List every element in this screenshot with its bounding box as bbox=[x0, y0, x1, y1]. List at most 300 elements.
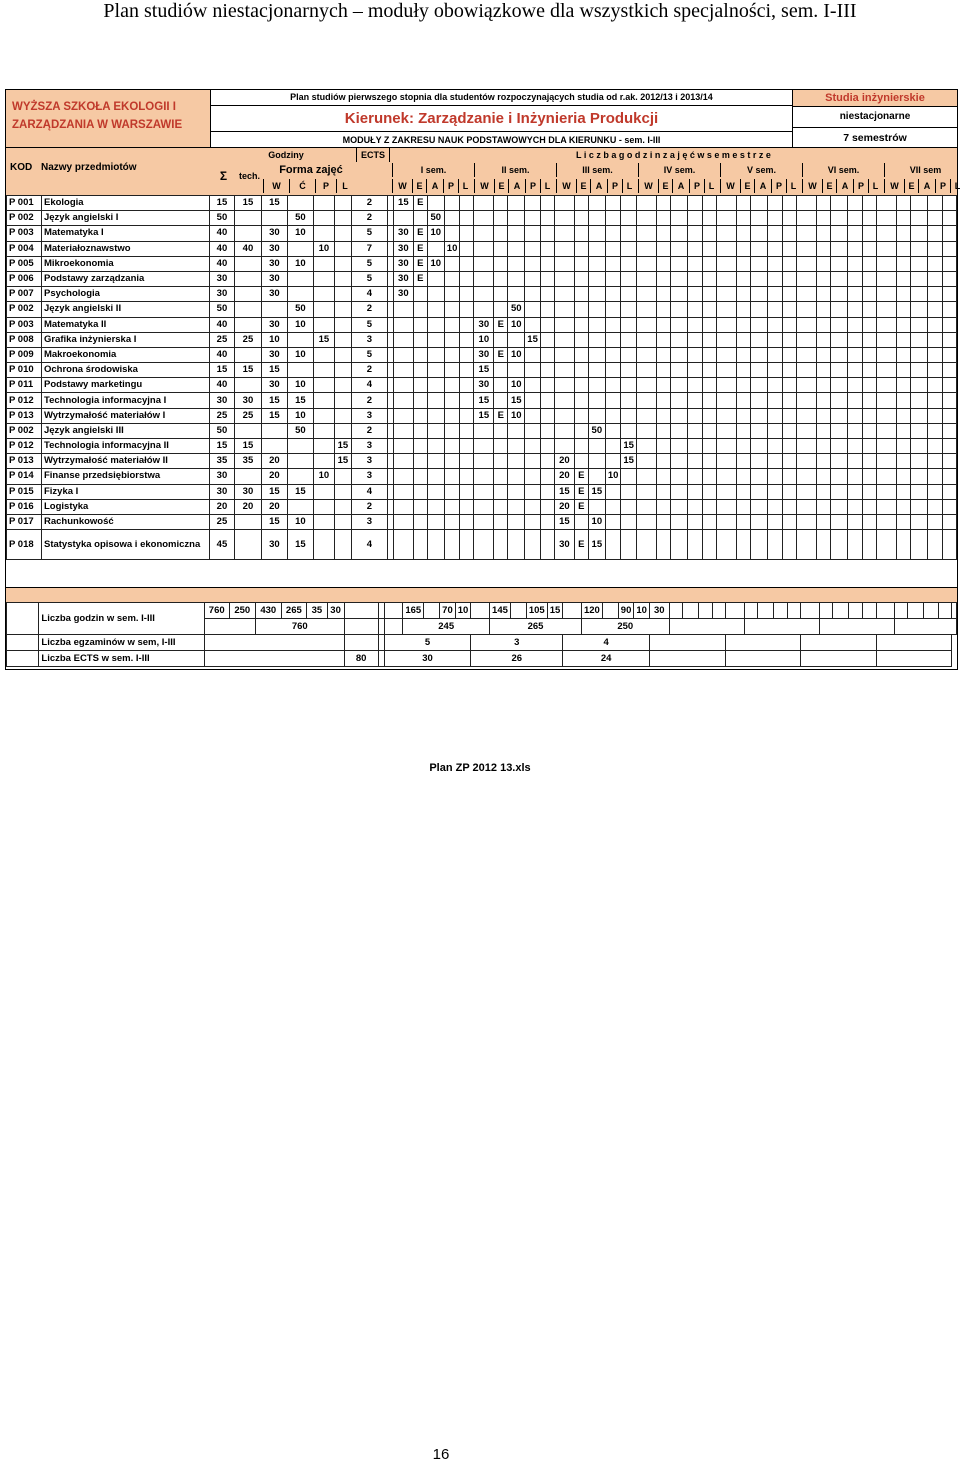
sem-1-cell bbox=[460, 332, 474, 347]
sem-1-cell bbox=[460, 196, 474, 211]
subject-code: P 007 bbox=[7, 287, 42, 302]
sem-empty-cell bbox=[736, 484, 750, 499]
hours-p bbox=[313, 393, 334, 408]
sem-empty-cell bbox=[847, 287, 862, 302]
semester-count: 7 semestrów bbox=[843, 132, 907, 144]
sem-empty-cell bbox=[876, 241, 896, 256]
sem-1-cell bbox=[427, 287, 444, 302]
sem-2-cell bbox=[494, 302, 508, 317]
ects-value: 3 bbox=[351, 514, 387, 529]
sem-empty-cell bbox=[876, 514, 896, 529]
sem-empty-cell bbox=[636, 287, 656, 302]
sem-empty-cell bbox=[782, 241, 796, 256]
sem-2-cell bbox=[494, 484, 508, 499]
sem-2-cell bbox=[525, 317, 541, 332]
hours-l bbox=[334, 271, 351, 286]
hours-p bbox=[313, 317, 334, 332]
separator-band bbox=[6, 587, 957, 603]
sem-2-cell: 30 bbox=[474, 347, 494, 362]
sem-1-cell bbox=[444, 514, 460, 529]
sem-empty-cell bbox=[830, 423, 847, 438]
sem-empty-cell bbox=[910, 363, 927, 378]
table-row bbox=[7, 347, 957, 362]
sem-empty-cell bbox=[750, 454, 767, 469]
sem-empty-cell bbox=[767, 256, 782, 271]
hours-p bbox=[313, 378, 334, 393]
sem-empty-cell bbox=[736, 347, 750, 362]
hours-p bbox=[313, 423, 334, 438]
sem-3-cell bbox=[605, 499, 621, 514]
hours-sum: 50 bbox=[209, 423, 234, 438]
sem-empty-cell bbox=[656, 332, 670, 347]
sem-empty-cell bbox=[726, 651, 801, 667]
sem-1-cell bbox=[460, 423, 474, 438]
sem-empty-cell bbox=[796, 287, 816, 302]
sem-empty-cell bbox=[816, 226, 830, 241]
sem-empty-cell bbox=[833, 603, 849, 619]
sem-3-cell bbox=[554, 317, 574, 332]
sem-empty-cell bbox=[847, 363, 862, 378]
sem-empty-cell bbox=[927, 484, 942, 499]
hours-p bbox=[313, 271, 334, 286]
sem-empty-cell bbox=[726, 603, 745, 619]
study-info bbox=[793, 90, 957, 148]
sem-empty-cell bbox=[796, 302, 816, 317]
sem-empty-cell bbox=[670, 196, 687, 211]
sem-empty-cell bbox=[847, 393, 862, 408]
sem-2-cell bbox=[508, 439, 525, 454]
hours-sum: 40 bbox=[209, 226, 234, 241]
sem-2-cell bbox=[525, 256, 541, 271]
sem-empty-cell bbox=[927, 302, 942, 317]
summary-sem-2-hours bbox=[563, 603, 582, 619]
sem-empty-cell bbox=[862, 454, 876, 469]
sem-2-cell bbox=[474, 211, 494, 226]
sem-2-cell: 10 bbox=[508, 408, 525, 423]
sem-3-cell: 15 bbox=[621, 439, 637, 454]
subject-name: Finanse przedsiębiorstwa bbox=[41, 469, 209, 484]
sem-2-cell bbox=[474, 241, 494, 256]
sem-empty-cell bbox=[750, 271, 767, 286]
sem-empty-cell bbox=[816, 439, 830, 454]
sem-empty-cell bbox=[716, 423, 736, 438]
col-sem-7-w: W bbox=[884, 179, 904, 193]
hours-tech bbox=[234, 530, 261, 560]
sem-3-cell bbox=[554, 271, 574, 286]
summary-sem-3-hours bbox=[602, 603, 618, 619]
sem-empty-cell bbox=[736, 530, 750, 560]
col-forma-w: W bbox=[263, 179, 289, 193]
sem-empty-cell bbox=[636, 241, 656, 256]
table-row bbox=[7, 271, 957, 286]
sem-3-cell bbox=[554, 408, 574, 423]
sem-empty-cell bbox=[782, 287, 796, 302]
subject-code: P 003 bbox=[7, 226, 42, 241]
sem-3-cell bbox=[621, 317, 637, 332]
sem-2-cell bbox=[525, 196, 541, 211]
sem-empty-cell bbox=[670, 363, 687, 378]
sem-1-cell bbox=[413, 393, 427, 408]
sem-3-cell bbox=[574, 347, 588, 362]
sem-1-cell bbox=[427, 317, 444, 332]
col-sem-6-w: W bbox=[802, 179, 822, 193]
sem-empty-cell bbox=[687, 347, 702, 362]
sem-empty-cell bbox=[687, 499, 702, 514]
sem-1-cell bbox=[413, 211, 427, 226]
sem-2-cell bbox=[525, 423, 541, 438]
sem-2-cell bbox=[494, 499, 508, 514]
sem-empty-cell bbox=[736, 499, 750, 514]
sem-2-cell: 30 bbox=[474, 317, 494, 332]
sem-1-cell: 10 bbox=[444, 241, 460, 256]
summary-sem-2-hours: 15 bbox=[547, 603, 563, 619]
sem-empty-cell bbox=[716, 317, 736, 332]
sem-1-cell bbox=[460, 530, 474, 560]
hours-p bbox=[313, 211, 334, 226]
hours-tech: 25 bbox=[234, 332, 261, 347]
sem-2-cell bbox=[540, 347, 554, 362]
sem-empty-cell bbox=[942, 514, 956, 529]
sem-empty-cell bbox=[927, 499, 942, 514]
sem-empty-cell bbox=[736, 423, 750, 438]
sem-empty-cell bbox=[896, 408, 910, 423]
table-row bbox=[7, 378, 957, 393]
sem-empty-cell bbox=[636, 256, 656, 271]
sem-empty-cell bbox=[702, 484, 716, 499]
sem-empty-cell bbox=[682, 603, 698, 619]
sem-1-cell bbox=[413, 423, 427, 438]
sem-3-cell bbox=[574, 439, 588, 454]
sem-1-cell bbox=[393, 363, 413, 378]
sem-empty-cell bbox=[816, 423, 830, 438]
sem-empty-cell bbox=[750, 484, 767, 499]
sem-empty-cell bbox=[876, 256, 896, 271]
ects-total: 80 bbox=[344, 651, 378, 667]
hours-w: 20 bbox=[261, 499, 287, 514]
sem-empty-cell bbox=[876, 302, 896, 317]
sem-empty-cell bbox=[669, 603, 682, 619]
sem-empty-cell bbox=[670, 226, 687, 241]
hours-c: 50 bbox=[287, 423, 313, 438]
sem-3-cell bbox=[574, 211, 588, 226]
sem-empty-cell bbox=[636, 211, 656, 226]
sem-empty-cell bbox=[796, 408, 816, 423]
ects-value: 3 bbox=[351, 408, 387, 423]
subject-name: Wytrzymałość materiałów I bbox=[41, 408, 209, 423]
sem-2-cell bbox=[474, 499, 494, 514]
sem-empty-cell bbox=[910, 378, 927, 393]
hours-p bbox=[313, 439, 334, 454]
sem-3-cell: 15 bbox=[554, 484, 574, 499]
col-sem-1-p: P bbox=[443, 179, 458, 193]
sem-empty-cell bbox=[796, 378, 816, 393]
sem-3-cell bbox=[588, 363, 605, 378]
sem-empty-cell bbox=[782, 378, 796, 393]
sem-2-cell bbox=[494, 393, 508, 408]
sem-3-cell: E bbox=[574, 484, 588, 499]
sem-empty-cell bbox=[767, 454, 782, 469]
sem-empty-cell bbox=[670, 514, 687, 529]
subject-code: P 015 bbox=[7, 484, 42, 499]
sem-empty-cell bbox=[942, 211, 956, 226]
col-sigma: Σ bbox=[219, 169, 228, 183]
summary-sem-3-hours: 30 bbox=[649, 603, 669, 619]
sem-empty-cell bbox=[862, 302, 876, 317]
sem-empty-cell bbox=[636, 317, 656, 332]
hours-l bbox=[334, 530, 351, 560]
sem-3-cell bbox=[574, 271, 588, 286]
subject-name: Ekologia bbox=[41, 196, 209, 211]
sem-empty-cell bbox=[927, 287, 942, 302]
sem-empty-cell bbox=[656, 317, 670, 332]
sem-2-cell bbox=[494, 226, 508, 241]
sem-3-cell bbox=[621, 469, 637, 484]
sem-empty-cell bbox=[910, 408, 927, 423]
sem-empty-cell bbox=[687, 530, 702, 560]
col-sem-5-a: A bbox=[754, 179, 771, 193]
hours-tech bbox=[234, 271, 261, 286]
sem-empty-cell bbox=[687, 332, 702, 347]
sem-empty-cell bbox=[687, 226, 702, 241]
sem-3-cell bbox=[605, 423, 621, 438]
sem-empty-cell bbox=[830, 302, 847, 317]
sem-empty-cell bbox=[656, 256, 670, 271]
sem-1-cell bbox=[444, 347, 460, 362]
sem-empty-cell bbox=[816, 378, 830, 393]
sem-2-cell bbox=[508, 241, 525, 256]
sem-empty-cell bbox=[876, 287, 896, 302]
sem-1-cell bbox=[427, 499, 444, 514]
col-sem-5: V sem. bbox=[720, 163, 802, 177]
sem-empty-cell bbox=[896, 302, 910, 317]
summary-sem-2-hours: 105 bbox=[526, 603, 547, 619]
sem-3-cell bbox=[605, 363, 621, 378]
subject-name: Język angielski II bbox=[41, 302, 209, 317]
sem-1-cell bbox=[444, 332, 460, 347]
hours-sum: 30 bbox=[209, 393, 234, 408]
sem-3-cell bbox=[605, 256, 621, 271]
hours-sum: 25 bbox=[209, 514, 234, 529]
hours-l: 15 bbox=[334, 439, 351, 454]
sem-empty-cell bbox=[927, 363, 942, 378]
sem-empty-cell bbox=[847, 514, 862, 529]
sem-1-cell bbox=[393, 469, 413, 484]
sem-2-cell bbox=[525, 530, 541, 560]
sem-empty-cell bbox=[767, 347, 782, 362]
sem-empty-cell bbox=[847, 499, 862, 514]
sem-2-cell bbox=[540, 530, 554, 560]
sem-3-cell bbox=[588, 211, 605, 226]
sem-empty-cell bbox=[830, 454, 847, 469]
sem-1-cell bbox=[393, 393, 413, 408]
sem-empty-cell bbox=[830, 378, 847, 393]
sem-empty-cell bbox=[636, 484, 656, 499]
sem-2-cell bbox=[474, 514, 494, 529]
hours-p bbox=[313, 302, 334, 317]
sem-1-cell bbox=[393, 499, 413, 514]
sem-2-cell: 10 bbox=[508, 347, 525, 362]
sem-2-cell bbox=[540, 454, 554, 469]
sem-empty-cell bbox=[927, 256, 942, 271]
sem-empty-cell bbox=[750, 378, 767, 393]
sem-1-cell bbox=[444, 226, 460, 241]
hours-sum: 50 bbox=[209, 302, 234, 317]
sem-1-cell bbox=[427, 439, 444, 454]
sem-empty-cell bbox=[927, 241, 942, 256]
sem-2-cell bbox=[540, 211, 554, 226]
ects-value: 3 bbox=[351, 332, 387, 347]
sem-empty-cell bbox=[862, 287, 876, 302]
sem-empty-cell bbox=[702, 332, 716, 347]
sem-empty-cell bbox=[656, 454, 670, 469]
sem-2-cell bbox=[525, 241, 541, 256]
col-sem-3-a: A bbox=[590, 179, 607, 193]
sem-2-cell bbox=[494, 271, 508, 286]
sem-3-cell bbox=[554, 287, 574, 302]
sem-empty-cell bbox=[782, 484, 796, 499]
hours-w: 15 bbox=[261, 363, 287, 378]
sem-empty-cell bbox=[736, 514, 750, 529]
page-title: Plan studiów niestacjonarnych – moduły obowiązkowe dla wszystkich specjalności, sem. I-III bbox=[103, 0, 857, 22]
sem-2-cell bbox=[525, 378, 541, 393]
subject-name: Makroekonomia bbox=[41, 347, 209, 362]
hours-sum: 30 bbox=[209, 469, 234, 484]
sem-empty-cell bbox=[670, 469, 687, 484]
col-sem-4-a: A bbox=[672, 179, 689, 193]
sem-empty-cell bbox=[716, 499, 736, 514]
subject-code: P 002 bbox=[7, 302, 42, 317]
sem-empty-cell bbox=[736, 454, 750, 469]
sem-empty-cell bbox=[656, 469, 670, 484]
col-sem-4: IV sem. bbox=[638, 163, 720, 177]
sem-empty-cell bbox=[796, 439, 816, 454]
sem-empty-cell bbox=[796, 393, 816, 408]
sem-2-cell bbox=[474, 530, 494, 560]
sem-1-cell bbox=[444, 484, 460, 499]
sem-empty-cell bbox=[687, 317, 702, 332]
sem-empty-cell bbox=[656, 378, 670, 393]
sem-3-cell bbox=[605, 439, 621, 454]
summary-spacer bbox=[7, 651, 39, 667]
sem-1-cell bbox=[413, 287, 427, 302]
summary-sem-1-hours: 10 bbox=[455, 603, 471, 619]
sem-empty-cell bbox=[796, 454, 816, 469]
sem-2-cell bbox=[525, 211, 541, 226]
sem-empty-cell bbox=[816, 530, 830, 560]
sem-2-cell bbox=[540, 287, 554, 302]
sem-empty-cell bbox=[942, 378, 956, 393]
sem-2-cell bbox=[494, 363, 508, 378]
sem-1-cell bbox=[427, 530, 444, 560]
exams-sem-3: 4 bbox=[563, 635, 650, 651]
sem-empty-cell bbox=[876, 484, 896, 499]
sem-empty-cell bbox=[896, 378, 910, 393]
sem-empty-cell bbox=[750, 439, 767, 454]
ects-value: 2 bbox=[351, 393, 387, 408]
sem-1-cell bbox=[460, 256, 474, 271]
summary-spacer bbox=[7, 603, 39, 635]
table-row bbox=[7, 256, 957, 271]
sem-empty-cell bbox=[702, 226, 716, 241]
sem-3-cell: 15 bbox=[588, 530, 605, 560]
summary-hours-c: 265 bbox=[281, 603, 307, 619]
sem-1-cell bbox=[427, 393, 444, 408]
hours-c: 10 bbox=[287, 226, 313, 241]
sem-empty-cell bbox=[942, 499, 956, 514]
sem-2-cell bbox=[508, 271, 525, 286]
sem-empty-cell bbox=[767, 499, 782, 514]
sem-2-cell bbox=[540, 271, 554, 286]
sem-empty-cell bbox=[862, 499, 876, 514]
ects-value: 3 bbox=[351, 454, 387, 469]
ects-value: 2 bbox=[351, 423, 387, 438]
sem-empty-cell bbox=[750, 287, 767, 302]
sem-empty-cell bbox=[702, 363, 716, 378]
sem-empty-cell bbox=[942, 469, 956, 484]
sem-1-cell bbox=[460, 469, 474, 484]
sem-1-cell bbox=[413, 514, 427, 529]
sem-1-cell bbox=[460, 454, 474, 469]
sem-empty-cell bbox=[712, 603, 725, 619]
sem-2-cell bbox=[474, 484, 494, 499]
col-sem-1-l: L bbox=[458, 179, 472, 193]
sem-empty-cell bbox=[927, 317, 942, 332]
sem-empty-cell bbox=[830, 484, 847, 499]
ects-value: 4 bbox=[351, 378, 387, 393]
table-row bbox=[7, 454, 957, 469]
sem-empty-cell bbox=[670, 408, 687, 423]
hours-sum: 30 bbox=[209, 484, 234, 499]
sem-1-cell bbox=[444, 211, 460, 226]
sem-empty-cell bbox=[938, 603, 951, 619]
sem-3-cell bbox=[574, 363, 588, 378]
sem-empty-cell bbox=[649, 635, 725, 651]
sem-empty-cell bbox=[952, 603, 957, 619]
hours-w: 15 bbox=[261, 484, 287, 499]
sem-empty-cell bbox=[767, 469, 782, 484]
sem-3-cell bbox=[588, 241, 605, 256]
sem-empty-cell bbox=[876, 226, 896, 241]
sem-empty-cell bbox=[847, 347, 862, 362]
hours-w: 30 bbox=[261, 241, 287, 256]
hours-sum: 25 bbox=[209, 408, 234, 423]
sem-empty-cell bbox=[816, 393, 830, 408]
sem-empty-cell bbox=[876, 469, 896, 484]
sem-empty-cell bbox=[896, 241, 910, 256]
sem-3-cell bbox=[588, 454, 605, 469]
sem-empty-cell bbox=[830, 347, 847, 362]
sem-empty-cell bbox=[942, 439, 956, 454]
sem-empty-cell bbox=[736, 196, 750, 211]
forma-total: 760 bbox=[256, 619, 345, 635]
sem-1-cell bbox=[413, 469, 427, 484]
sem-3-cell bbox=[554, 302, 574, 317]
sem-1-cell bbox=[444, 287, 460, 302]
sem-1-cell bbox=[444, 469, 460, 484]
hours-tech: 40 bbox=[234, 241, 261, 256]
col-sem-7-l: L bbox=[950, 179, 960, 193]
sem-total-1: 245 bbox=[403, 619, 490, 635]
sem-empty-cell bbox=[910, 514, 927, 529]
sem-empty-cell bbox=[736, 332, 750, 347]
sem-empty-cell bbox=[702, 302, 716, 317]
hours-l bbox=[334, 363, 351, 378]
sem-empty-cell bbox=[750, 317, 767, 332]
sem-empty-cell bbox=[716, 302, 736, 317]
sem-empty-cell bbox=[670, 423, 687, 438]
sem-1-cell bbox=[413, 454, 427, 469]
sem-empty-cell bbox=[767, 287, 782, 302]
